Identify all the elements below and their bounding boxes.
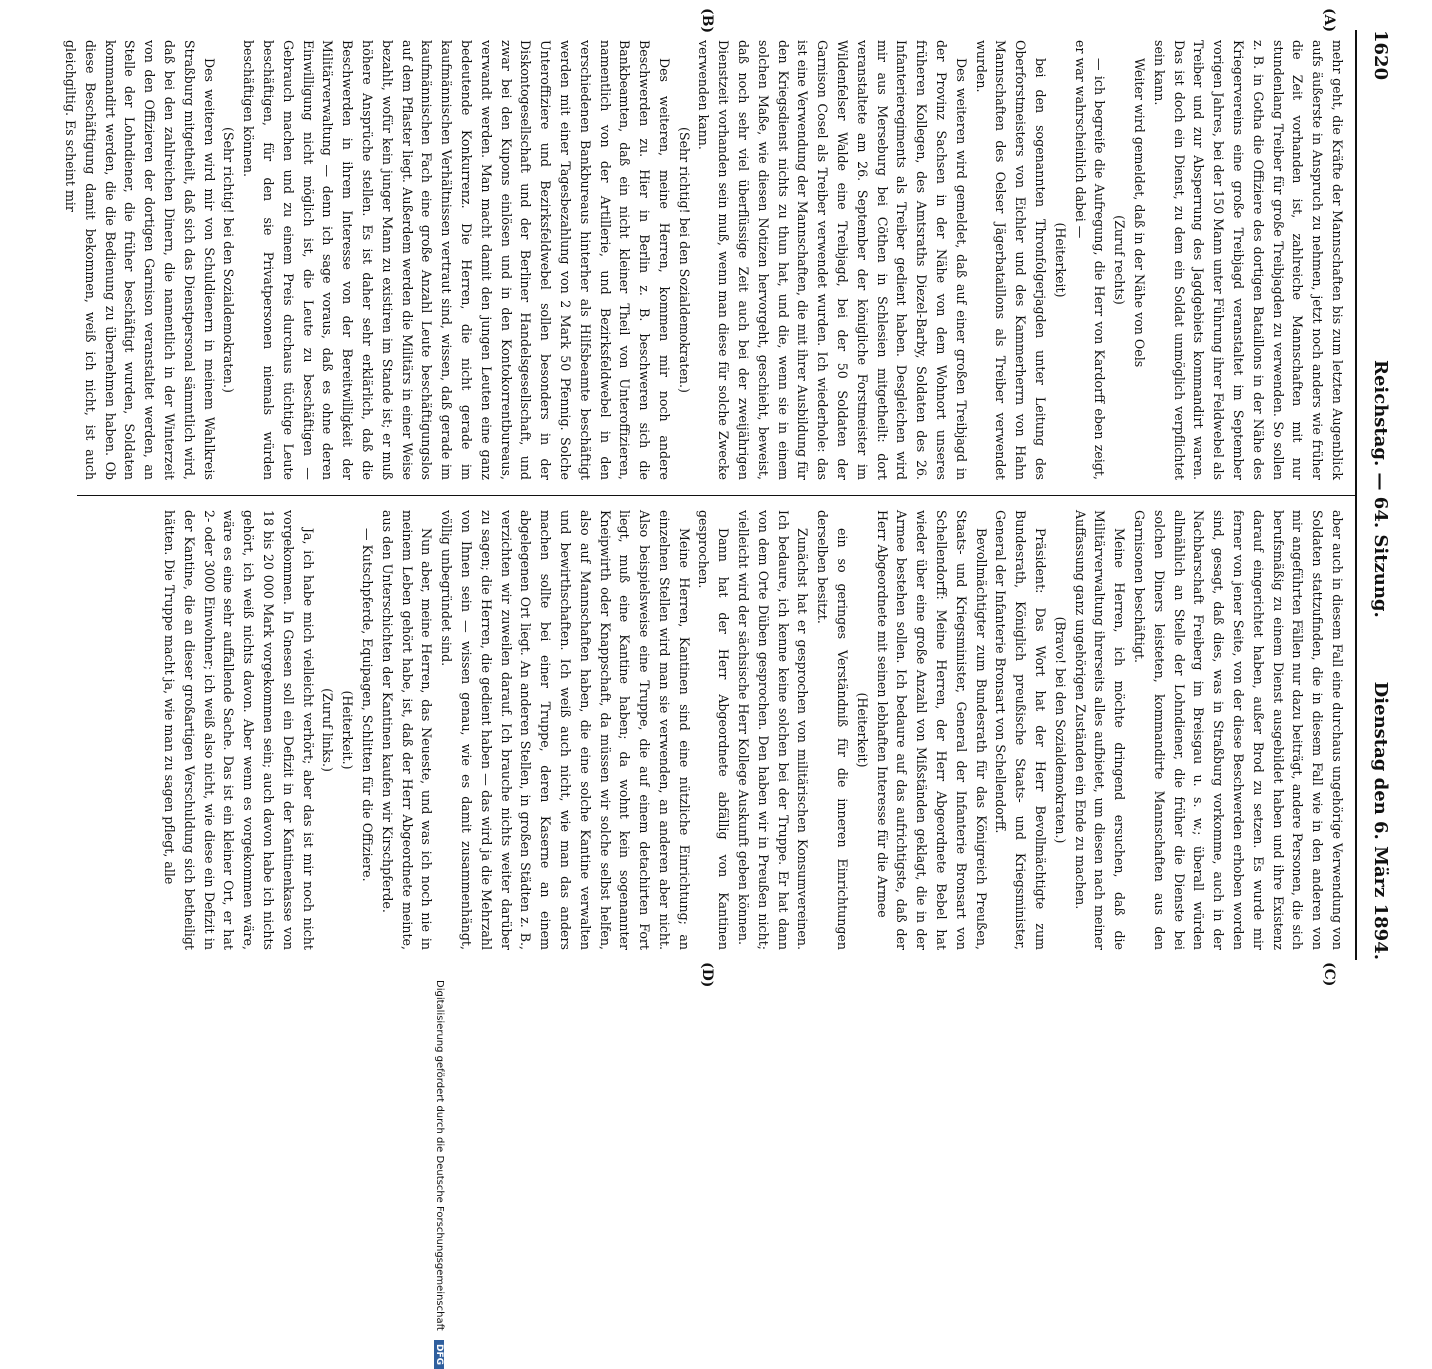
- paragraph: Meine Herren, Kantinen sind eine nützliche Einrichtung; an einzelnen Stellen wird man sie verwenden, an anderen aber nicht. Also beispielsweise eine Truppe, die auf einem detachirten Fort liegt, muß eine Kantine haben; da wohnt kein sogenannter Kneipwirth oder Knappschaft, da müssen wir solche selbst helfen, also auf Mannschaften haben, die eine solche Kantine verwalten und bewirthschaften. Ich weiß auch nicht, wie man das anders machen sollte bei einer Truppe, deren Kaserne an einem abgelegenen Ort liegt. An anderen Stellen, in großen Städten z. B., verzichten wir zuweilen darauf. Ich brauche nichts weiter darüber zu sagen; die Herren, die gedient haben — das wird ja die Mehrzahl von Ihnen sein — wissen genau, wie es damit zusammenhängt, völlig unbegründet sind.: [439, 510, 692, 950]
- paragraph: (Sehr richtig! bei den Sozialdemokraten.): [221, 127, 237, 393]
- paragraph: Ja, ich habe mich vielleicht verhört; aber das ist mir noch nicht vorgekommen. In Gnesen soll ein Defizit in der Kantinenkasse von 18 bis 20 000 Mark vorgekommen sein; auch davon habe ich nichts gehört, ich weiß nichts davon. Aber wenn es vorgekommen wäre, wäre es eine sehr auffallende Sache. Das ist ein kleiner Ort, er hat 2- oder 3000 Einwohner; ich weiß also nicht, wie diese ein Defizit in der Kantine, die an dieser großartigen Verschuldung sich betheiligt hätten. Die Truppe macht ja, wie man zu sagen pflegt, alle: [161, 510, 316, 950]
- dfg-logo: DFG: [434, 1340, 444, 1369]
- margin-marker-a: (A): [1321, 8, 1337, 33]
- paragraph: (Heiterkeit): [854, 692, 870, 768]
- paragraph: Meine Herren, ich möchte dringend ersuchen, daß die Militärverwaltung ihrerseits alles aufbietet, um diesen nach meiner Auffassung ganz ungehörigen Zuständen ein Ende zu machen.: [1072, 510, 1128, 950]
- paragraph: Dann hat der Herr Abgeordnete abfällig von Kantinen gesprochen.: [696, 510, 732, 950]
- paragraph: (Zuruf rechts): [1112, 215, 1128, 305]
- paragraph: mehr geht, die Kräfte der Mannschaften bis zum letzten Augenblick aufs äußerste in Anspruch zu nehmen, jetzt noch anders wie früher die Zeit vorhanden ist, zahlreiche Mannschaften mit nur stundenlang Treiber für große Treibjagden zu verwenden. So sollen z. B. in Gotha die Offiziere des dortigen Bataillons in der Nähe des Kriegervereins eine große Treibjagd veranstaltet im September vorigen Jahres, bei der 150 Mann unter Führung ihrer Feldwebel als Treiber und zur Absperrung des Jagdgebiets kommandirt waren. Das ist doch ein Dienst, zu dem ein Soldat unmöglich verpflichtet sein kann.: [1151, 40, 1345, 480]
- page-number: 1620: [1370, 30, 1391, 81]
- document-page: [60, 0, 1405, 1366]
- right-text-column: [77, 510, 1347, 950]
- paragraph: Nun aber, meine Herren, das Neueste, und was ich noch nie in meinem Leben gehört habe, ist, daß der Herr Abgeordnete meinte, aus den Unterschichten der Kantinen kaufen wir Kirschpferde.: [379, 510, 435, 950]
- column-divider: [77, 495, 1357, 496]
- paragraph: (Zuruf links.): [320, 688, 336, 772]
- session-date: Dienstag den 6. März 1894.: [1370, 681, 1391, 960]
- paragraph: Zunächst hat er gesprochen von militärischen Konsumvereinen. Ich bedaure, ich kenne keine solchen bei der Truppe. Er hat dann von dem Orte Düben gesprochen. Den haben wir in Preußen nicht; vielleicht wird der sächsische Herr Kollege Auskunft geben können.: [736, 510, 811, 950]
- paragraph: ein so geringes Verständniß für die inneren Einrichtungen derselben besitzt.: [815, 510, 851, 950]
- paragraph: Des weiteren wird gemeldet, daß auf einer großen Treibjagd in der Provinz Sachsen in der Nähe von dem Wohnort unseres früheren Kollegen, des Amtsraths Diezel-Barby, Soldaten des 26. Infanterieregiments als Treiber gedient haben. Desgleichen wird mir aus Merseburg bei Cöthen in Schlesien mitgetheilt: dort veranstaltete am 26. September der königliche Forstmeister im Wildenfelser Walde eine Treibjagd, bei der 50 Soldaten der Garnison Cosel als Treiber verwendet wurden. Ich wiederhole: das ist eine Verwendung der Mannschaften, die mit ihrer Ausbildung für den Kriegsdienst nichts zu thun hat, und die, wenn sie in einem solchen Maße, wie diesen Notizen hervorgeht, geschieht, beweist, daß noch sehr viel überflüssige Zeit auch bei der zweijährigen Dienstzeit vorhanden sein muß, wenn man diese für solche Zwecke verwenden kann.: [696, 40, 969, 480]
- page-header: [1361, 30, 1391, 960]
- paragraph: (Bravo! bei den Sozialdemokraten.): [1052, 616, 1068, 844]
- paragraph: Bevollmächtigter zum Bundesrath für das Königreich Preußen, Staats- und Kriegsminister, General der Infanterie Bronsart von Schellendorff: Meine Herren, der Herr Abgeordnete Bebel hat wieder über eine große Anzahl von Mißständen geklagt, die in der Armee bestehen sollen. Ich bedaure auf das aufrichtigste, daß der Herr Abgeordnete mit seinen lebhaften Interesse für die Armee: [874, 510, 989, 950]
- funding-note: [434, 980, 445, 1369]
- paragraph: — Kutschpferde, Equipagen, Schlitten für die Offiziere.: [359, 528, 375, 882]
- paragraph: (Heiterkeit.): [340, 690, 356, 770]
- margin-marker-d: (D): [699, 962, 715, 988]
- paragraph: Des weiteren, meine Herren, kommen mir noch andere Beschwerden zu. Hier in Berlin z. B. beschweren sich die Bankbeamten, daß ein nicht kleiner Theil von Unteroffizieren, namentlich von der Artillerie, und Bezirksfeldwebel in den verschiedenen Bankbureaus hinterher als Hilfsbeamte beschäftigt werden mit einer Tagesbezahlung von 2 Mark 50 Pfennig. Solche Unteroffiziere und Bezirksfeldwebel sollen besonders in der Diskontogesellschaft und der Berliner Handelsgesellschaft, und zwar bei den Kupons einlösen und in den Kontokorrentbureaus, verwandt werden. Man macht damit den jungen Leuten eine ganz bedeutende Konkurrenz. Die Herren, die nicht gerade im kaufmännischen Verhältnissen vertraut sind, wissen, daß gerade im kaufmännischen Fach eine große Anzahl Leute beschäftigungslos auf dem Pflaster liegt. Außerdem werden die Militärs in einer Weise bezahlt, wofür kein junger Mann zu existiren im Stande ist; er muß höhere Ansprüche stellen. Es ist daher sehr erklärlich, daß die Beschwerden in ihrem Interesse von der Bereitwilligkeit der Militärverwaltung — denn ich sage voraus, daß es ohne deren Einwilligung nicht möglich ist, die Leute zu beschäftigen — Gebrauch machen und zu einem Preis durchaus tüchtige Leute beschäftigen, für den sie Privatpersonen niemals würden beschäftigen können.: [241, 40, 672, 480]
- margin-marker-c: (C): [1321, 962, 1337, 987]
- paragraph: (Sehr richtig! bei den Sozialdemokraten.): [676, 127, 692, 393]
- session-title: Reichstag. — 64. Sitzung.: [1370, 360, 1391, 618]
- paragraph: Weiter wird gemeldet, daß in der Nähe von Oels: [1132, 58, 1148, 368]
- left-text-column: [63, 40, 1347, 480]
- paragraph: Präsident: Das Wort hat der Herr Bevollmächtigte zum Bundesrath, Königlich preußische Staats- und Kriegsminister, General der Infanterie Bronsart von Schellendorff.: [993, 510, 1049, 950]
- paragraph: — ich begreife die Aufregung, die Herr von Kardorff eben zeigt, er war wahrscheinlich dabei —: [1072, 40, 1108, 480]
- funding-text: Digitalisierung gefördert durch die Deutsche Forschungsgemeinschaft: [434, 980, 445, 1331]
- margin-marker-b: (B): [699, 8, 715, 34]
- paragraph: aber auch in diesem Fall eine durchaus ungehörige Verwendung von Soldaten stattzufinden, die in diesem Fall wie in den anderen von mir angeführten Fällen nur dazu beiträgt, andere Personen, die sich berufsmäßig zu einem Dienst ausgebildet haben und ihre Existenz darauf eingerichtet haben, außer Brod zu setzen. Es wurde mir ferner von jener Seite, von der diese Beschwerden erhoben worden sind, gesagt, daß dies, was in Straßburg vorkomme, auch in der Nachbarschaft Freiberg im Breisgau u. s. w.; überall würden allmählich an Stelle der Lohndiener, die früher die Dienste bei solchen Diners leisteten, kommandirte Mannschaften aus den Garnisonen beschäftigt.: [1132, 510, 1345, 950]
- paragraph: (Heiterkeit): [1052, 222, 1068, 298]
- paragraph: bei den sogenannten Thronfolgerjagden unter Leitung des Oberforstmeisters von Eichler und des Kammerherrn von Hahn Mannschaften des Oelser Jägerbataillons als Treiber verwendet wurden.: [973, 40, 1049, 480]
- paragraph: Des weiteren wird mir von Schuldienern in meinem Wahlkreis Straßburg mitgetheilt, daß sich das Dienstpersonal sämmtlich wird, daß bei den zahlreichen Dinern, die namentlich in der Winterzeit von den Offizieren der dortigen Garnison veranstaltet werden, an Stelle der Lohndiener, die früher beschäftigt wurden, Soldaten kommandirt werden, die die Bedienung zu übernehmen haben. Ob diese Beschäftigung damit bekommen, weiß ich nicht, ist auch gleichgiltig. Es scheint mir: [63, 40, 217, 480]
